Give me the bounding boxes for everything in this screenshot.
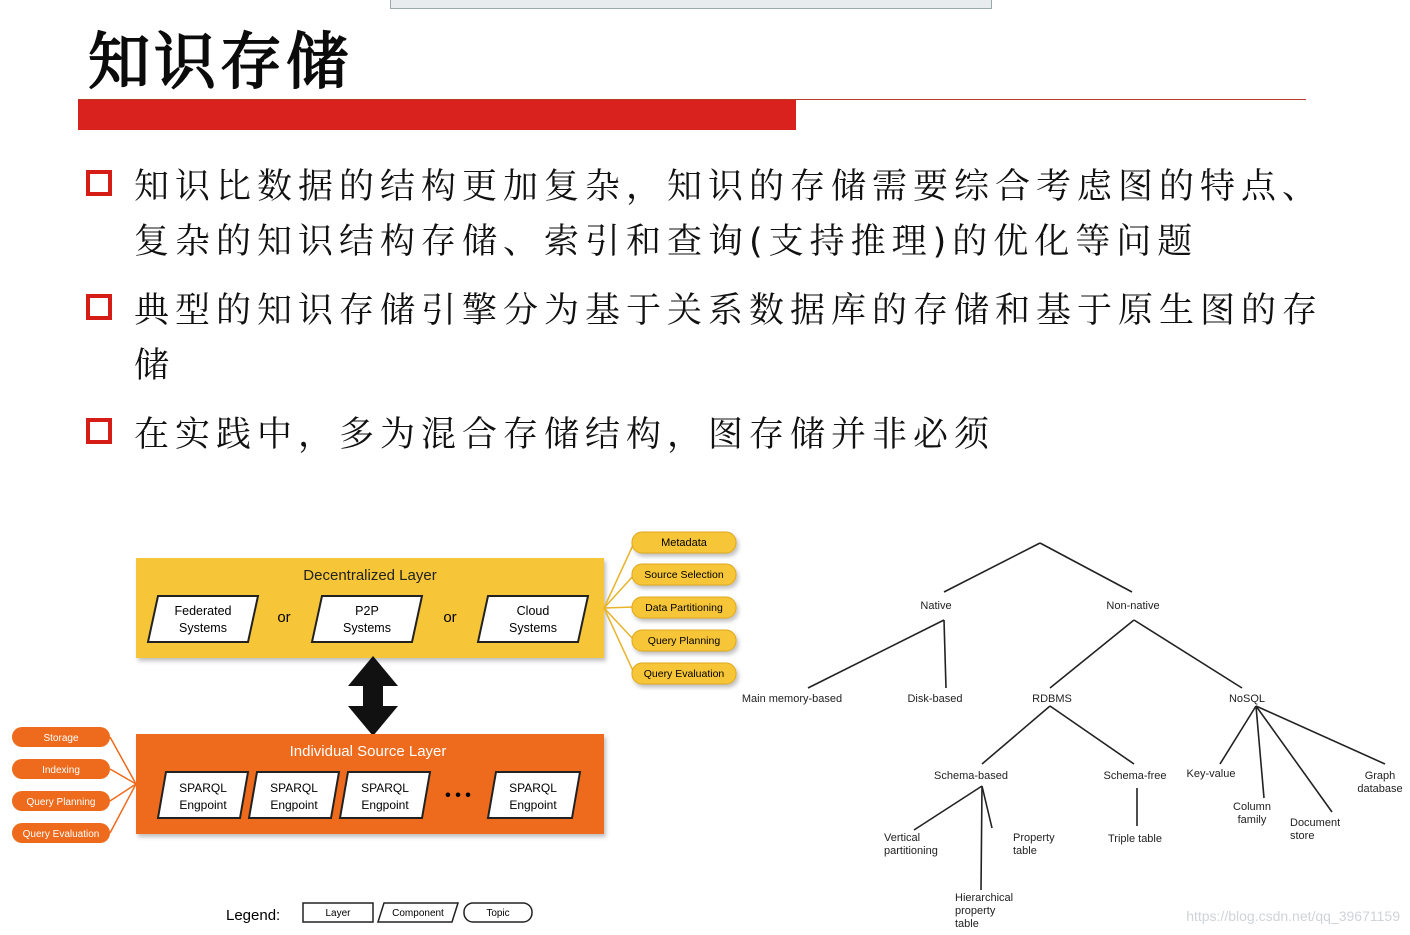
- bullet-text: 在实践中，多为混合存储结构，图存储并非必须: [134, 415, 996, 455]
- tree-node-column-family-box: [1228, 801, 1278, 833]
- bullet-text: 典型的知识存储引擎分为基于关系数据库的存储和基于原生图的存储: [134, 291, 1324, 386]
- tree-node-vertical-partitioning-box: [884, 832, 954, 864]
- legend-layer: Layer: [325, 908, 351, 919]
- topic-storage: Storage: [43, 733, 79, 744]
- tree-node-native: Native: [920, 600, 952, 612]
- endpoint-label: SPARQL Engpoint: [509, 781, 557, 812]
- component-cloud-label: Cloud Systems: [509, 604, 557, 635]
- component-p2p-label: P2P Systems: [343, 604, 391, 635]
- tree-node-graph-database-box: [1354, 770, 1410, 802]
- bullet-text: 知识比数据的结构更加复杂，知识的存储需要综合考虑图的特点、复杂的知识结构存储、索引和查询(支持推理)的优化等问题: [134, 167, 1324, 262]
- topic-query-evaluation: Query Evaluation: [22, 829, 100, 840]
- or-label: or: [277, 609, 291, 626]
- topic-indexing: Indexing: [42, 765, 80, 776]
- endpoint-1: [158, 772, 248, 818]
- tree-node-property-table-box: [1013, 832, 1069, 864]
- slide-title: 知识存储: [88, 25, 353, 98]
- tree-node-triple-table: Triple table: [1107, 833, 1163, 845]
- individual-source-layer-label: Individual Source Layer: [289, 743, 447, 760]
- component-federated-label: Federated Systems: [174, 604, 232, 635]
- tree-labels: [742, 600, 1265, 845]
- tree-node-hierarchical: Hierarchical property table: [955, 892, 1014, 930]
- tree-node-disk-based: Disk-based: [907, 693, 963, 705]
- topic-query-evaluation: Query Evaluation: [643, 668, 725, 680]
- topic-list-right: [632, 532, 736, 684]
- endpoint-label: SPARQL Engpoint: [270, 781, 318, 812]
- endpoint-2: [249, 772, 339, 818]
- component-federated: [148, 596, 258, 642]
- tree-node-non-native: Non-native: [1106, 600, 1160, 612]
- topic-query-planning: Query Planning: [26, 797, 96, 808]
- endpoint-label: SPARQL Engpoint: [179, 781, 227, 812]
- endpoint-label: SPARQL Engpoint: [361, 781, 409, 812]
- tree-node-schema-based: Schema-based: [934, 770, 1008, 782]
- topic-connectors-left: [110, 737, 136, 833]
- legend-topic: Topic: [486, 908, 510, 919]
- tree-node-nosql: NoSQL: [1228, 693, 1266, 705]
- topic-data-partitioning: Data Partitioning: [645, 602, 723, 614]
- tree-node-document-store: Document store: [1290, 817, 1341, 842]
- watermark: https://blog.csdn.net/qq_39671159: [1186, 908, 1400, 924]
- or-label: or: [443, 609, 457, 626]
- topic-metadata: Metadata: [661, 537, 707, 549]
- tree-node-document-store-box: [1290, 817, 1358, 849]
- tree-node-rdbms: RDBMS: [1032, 693, 1072, 705]
- tree-node-graph-database: Graph database: [1357, 770, 1403, 795]
- tree-node-main-memory: Main memory-based: [741, 693, 843, 705]
- topic-list-left: [12, 727, 110, 843]
- topic-query-planning: Query Planning: [647, 635, 721, 647]
- component-cloud: [478, 596, 588, 642]
- decentralized-layer-label: Decentralized Layer: [303, 567, 437, 584]
- topic-source-selection: Source Selection: [644, 569, 724, 581]
- legend: [303, 903, 532, 922]
- tree-node-property-table: Property table: [1013, 832, 1055, 857]
- tree-edges: [808, 543, 1385, 890]
- endpoint-4: [488, 772, 580, 818]
- tree-node-key-value: Key-value: [1186, 768, 1236, 780]
- tree-node-vertical-partitioning: Vertical partitioning: [884, 832, 938, 857]
- double-arrow-icon: [348, 656, 398, 736]
- legend-label: Legend:: [226, 907, 281, 924]
- component-p2p: [312, 596, 422, 642]
- tree-node-schema-free: Schema-free: [1103, 770, 1167, 782]
- tree-node-hierarchical-box: [955, 892, 1025, 935]
- legend-component: Component: [392, 908, 444, 919]
- topic-connectors-right: [604, 543, 634, 673]
- endpoint-3: [340, 772, 430, 818]
- tree-node-column-family: Column family: [1233, 801, 1271, 826]
- ellipsis: • • •: [445, 787, 471, 804]
